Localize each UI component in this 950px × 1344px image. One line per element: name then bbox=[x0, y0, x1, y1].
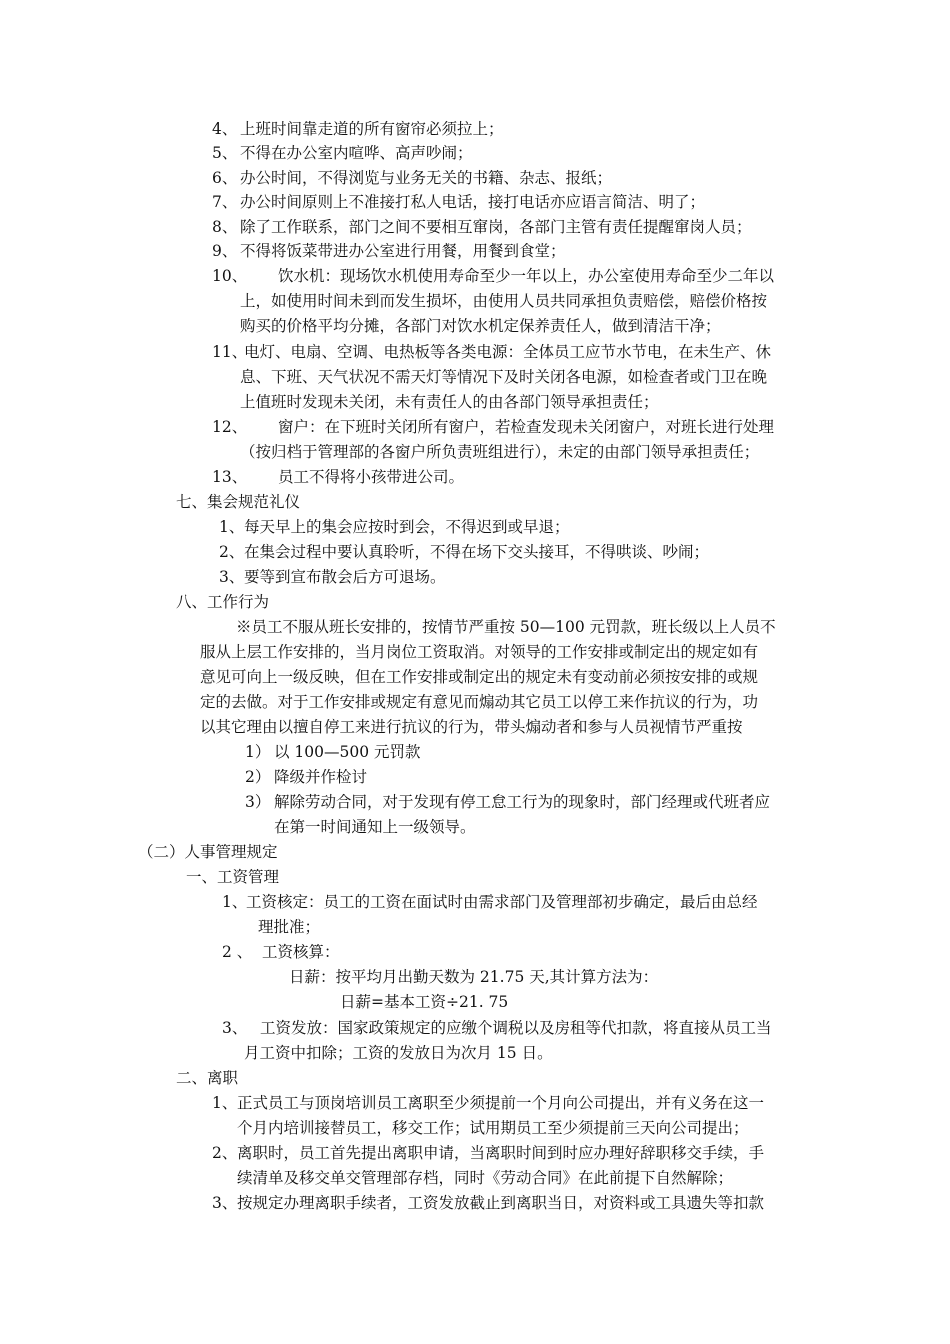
list-number: 10、 bbox=[212, 267, 248, 285]
list-item-text: 离职时，员工首先提出离职申请，当离职时间到时应办理好辞职移交手续，手 bbox=[237, 1144, 765, 1162]
paragraph-line: 意见可向上一级反映，但在工作安排或制定出的规定未有变动前必须按安排的或规 bbox=[200, 668, 759, 686]
list-number: 13、 bbox=[212, 468, 248, 486]
section-heading: 一、工资管理 bbox=[186, 868, 280, 886]
list-number: 1） bbox=[245, 743, 271, 761]
daily-wage-text: 日薪：按平均月出勤天数为 21.75 天,其计算方法为： bbox=[289, 968, 659, 986]
section-heading: 七、集会规范礼仪 bbox=[176, 493, 301, 511]
list-number: 2） bbox=[245, 768, 271, 786]
paragraph-line: ※员工不服从班长安排的，按情节严重按 50—100 元罚款，班长级以上人员不 bbox=[236, 618, 776, 636]
list-item-text: 月工资中扣除；工资的发放日为次月 15 日。 bbox=[244, 1044, 553, 1062]
list-number: 5、 bbox=[212, 144, 238, 162]
list-number: 6、 bbox=[212, 169, 238, 187]
list-number: 8、 bbox=[212, 218, 238, 236]
list-number: 2、 bbox=[219, 543, 245, 561]
list-item-text: 个月内培训接替员工，移交工作；试用期员工至少须提前三天向公司提出； bbox=[237, 1119, 749, 1137]
list-item-text: 饮水机：现场饮水机使用寿命至少一年以上，办公室使用寿命至少二年以 bbox=[278, 267, 775, 285]
list-item-text: 解除劳动合同，对于发现有停工怠工行为的现象时，部门经理或代班者应 bbox=[274, 793, 771, 811]
list-number: 3、 bbox=[212, 1194, 238, 1212]
list-number: 1、 bbox=[222, 893, 248, 911]
list-item-text: 理批准； bbox=[258, 918, 321, 936]
list-item-text: 要等到宣布散会后方可退场。 bbox=[244, 568, 446, 586]
list-number: 2 、 bbox=[222, 943, 253, 961]
list-item-text: 工资发放：国家政策规定的应缴个调税以及房租等代扣款，将直接从员工当 bbox=[260, 1019, 772, 1037]
list-item-text: 窗户：在下班时关闭所有窗户，若检查发现未关闭窗户，对班长进行处理 bbox=[278, 418, 775, 436]
list-number: 11、 bbox=[212, 343, 248, 361]
list-item-text: 不得在办公室内喧哗、高声吵闹； bbox=[240, 144, 473, 162]
section-heading: 八、工作行为 bbox=[176, 593, 270, 611]
list-item-text: 工资核定：员工的工资在面试时由需求部门及管理部初步确定，最后由总经 bbox=[246, 893, 758, 911]
list-number: 4、 bbox=[212, 120, 238, 138]
list-item-text: 除了工作联系，部门之间不要相互窜岗，各部门主管有责任提醒窜岗人员； bbox=[240, 218, 752, 236]
list-item-text: 按规定办理离职手续者，工资发放截止到离职当日，对资料或工具遗失等扣款 bbox=[237, 1194, 765, 1212]
paragraph-line: 以其它理由以擅自停工来进行抗议的行为，带头煽动者和参与人员视情节严重按 bbox=[200, 718, 743, 736]
list-number: 7、 bbox=[212, 193, 238, 211]
paragraph-line: 服从上层工作安排的，当月岗位工资取消。对领导的工作安排或制定出的规定如有 bbox=[200, 643, 759, 661]
list-item-text: 正式员工与顶岗培训员工离职至少须提前一个月向公司提出，并有义务在这一 bbox=[237, 1094, 765, 1112]
list-item-text: 电灯、电扇、空调、电热板等各类电源：全体员工应节水节电，在未生产、休 bbox=[244, 343, 772, 361]
list-item-text: 工资核算： bbox=[262, 943, 340, 961]
list-number: 12、 bbox=[212, 418, 248, 436]
list-item-text: 员工不得将小孩带进公司。 bbox=[278, 468, 465, 486]
list-item-text: 上值班时发现未关闭，未有责任人的由各部门领导承担责任； bbox=[240, 393, 659, 411]
list-item-text: 在集会过程中要认真聆听，不得在场下交头接耳，不得哄谈、吵闹； bbox=[244, 543, 710, 561]
list-item-text: 上，如使用时间未到而发生损坏，由使用人员共同承担负责赔偿，赔偿价格按 bbox=[240, 292, 768, 310]
list-number: 3、 bbox=[222, 1019, 248, 1037]
list-number: 1、 bbox=[212, 1094, 238, 1112]
list-item-text: 在第一时间通知上一级领导。 bbox=[274, 818, 476, 836]
list-item-text: 每天早上的集会应按时到会，不得迟到或早退； bbox=[244, 518, 570, 536]
list-item-text: 不得将饭菜带进办公室进行用餐，用餐到食堂； bbox=[240, 242, 566, 260]
list-item-text: 息、下班、天气状况不需天灯等情况下及时关闭各电源，如检查者或门卫在晚 bbox=[240, 368, 768, 386]
paragraph-line: 定的去做。对于工作安排或规定有意见而煽动其它员工以停工来作抗议的行为，功 bbox=[200, 693, 759, 711]
list-item-text: 上班时间靠走道的所有窗帘必须拉上； bbox=[240, 120, 504, 138]
list-item-text: （按归档于管理部的各窗户所负责班组进行），未定的由部门领导承担责任； bbox=[240, 443, 760, 461]
part-heading: （二）人事管理规定 bbox=[138, 843, 278, 861]
list-number: 9、 bbox=[212, 242, 238, 260]
list-number: 1、 bbox=[219, 518, 245, 536]
list-number: 2、 bbox=[212, 1144, 238, 1162]
section-heading: 二、离职 bbox=[176, 1069, 239, 1087]
list-item-text: 续清单及移交单交管理部存档，同时《劳动合同》在此前提下自然解除； bbox=[237, 1169, 734, 1187]
list-number: 3） bbox=[245, 793, 271, 811]
daily-wage-formula: 日薪=基本工资÷21. 75 bbox=[340, 993, 509, 1011]
list-item-text: 降级并作检讨 bbox=[274, 768, 368, 786]
list-item-text: 以 100—500 元罚款 bbox=[274, 743, 421, 761]
list-item-text: 办公时间原则上不准接打私人电话，接打电话亦应语言简洁、明了； bbox=[240, 193, 706, 211]
list-number: 3、 bbox=[219, 568, 245, 586]
list-item-text: 购买的价格平均分摊，各部门对饮水机定保养责任人，做到清洁干净； bbox=[240, 317, 721, 335]
list-item-text: 办公时间，不得浏览与业务无关的书籍、杂志、报纸； bbox=[240, 169, 613, 187]
